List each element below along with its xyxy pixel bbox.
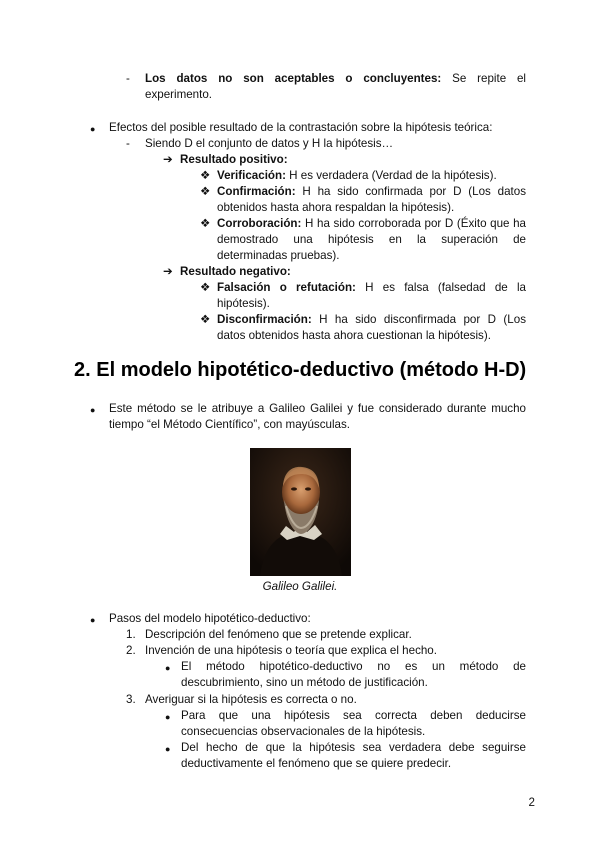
bullet-marker: ● <box>90 405 96 415</box>
page-number: 2 <box>528 796 535 809</box>
falsation-text: H es falsa (falsedad de la hipótesis). <box>217 281 526 311</box>
step-number: 2. <box>126 644 136 657</box>
galileo-portrait <box>250 448 351 576</box>
effects-text: Efectos del posible resultado de la contrastación sobre la hipótesis teórica: <box>109 121 493 134</box>
bullet-marker: ● <box>90 615 96 625</box>
disconfirmation-bold: Disconfirmación: <box>217 313 312 326</box>
falsation-bold: Falsación o refutación: <box>217 281 356 294</box>
verification-text: H es verdadera (Verdad de la hipótesis). <box>285 169 497 182</box>
bullet-marker: ● <box>165 663 171 673</box>
step2-note: El método hipotético-deductivo no es un método de descubrimiento, sino un método de justificación. <box>181 660 526 690</box>
verification-item <box>217 168 526 184</box>
top-item-bold: Los datos no son aceptables o concluyentes: <box>145 72 442 85</box>
corroboration-text: H ha sido corroborada por D (Éxito que ha demostrado una hipótesis en la superación de determinadas pruebas). <box>217 217 526 263</box>
bullet-marker: ● <box>90 124 96 134</box>
step-number: 1. <box>126 628 136 641</box>
confirmation-bold: Confirmación: <box>217 185 296 198</box>
falsation-item <box>217 280 526 312</box>
figure-caption: Galileo Galilei. <box>262 580 338 593</box>
steps-title: Pasos del modelo hipotético-deductivo: <box>109 612 311 625</box>
positive-label: Resultado positivo: <box>180 153 288 166</box>
arrow-icon: ➔ <box>163 153 173 166</box>
dash-marker: - <box>126 72 130 85</box>
bullet-marker: ● <box>165 744 171 754</box>
diamond-icon: ❖ <box>200 313 211 326</box>
disconfirmation-text: H ha sido disconfirmada por D (Los datos obtenidos hasta ahora cuestionan la hipótesis). <box>217 313 526 343</box>
step-text: Invención de una hipótesis o teoría que explica el hecho. <box>145 644 437 657</box>
diamond-icon: ❖ <box>200 217 211 230</box>
top-item-text <box>145 71 526 103</box>
verification-bold: Verificación: <box>217 169 286 182</box>
effects-sub-text: Siendo D el conjunto de datos y H la hipótesis… <box>145 137 394 150</box>
diamond-icon: ❖ <box>200 169 211 182</box>
intro-paragraph: Este método se le atribuye a Galileo Galilei y fue considerado durante mucho tiempo “el Método Científico”, con mayúsculas. <box>109 402 526 432</box>
step-number: 3. <box>126 693 136 706</box>
arrow-icon: ➔ <box>163 265 173 278</box>
section-heading: 2. El modelo hipotético-deductivo (método H-D) <box>74 359 527 381</box>
confirmation-text: H ha sido confirmada por D (Los datos obtenidos hasta ahora respaldan la hipótesis). <box>217 185 526 215</box>
dash-marker: - <box>126 137 130 150</box>
corroboration-bold: Corroboración: <box>217 217 302 230</box>
step-text: Descripción del fenómeno que se pretende explicar. <box>145 628 412 641</box>
step3-note: Del hecho de que la hipótesis sea verdadera debe seguirse deductivamente el fenómeno que se quiere predecir. <box>181 741 526 771</box>
disconfirmation-item <box>217 312 526 344</box>
step3-note: Para que una hipótesis sea correcta deben deducirse consecuencias observacionales de la hipótesis. <box>181 709 526 739</box>
top-item-rest: Se repite el experimento. <box>145 72 527 102</box>
negative-label: Resultado negativo: <box>180 265 291 278</box>
diamond-icon: ❖ <box>200 281 211 294</box>
bullet-marker: ● <box>165 712 171 722</box>
step-text: Averiguar si la hipótesis es correcta o no. <box>145 693 357 706</box>
confirmation-item <box>217 184 526 216</box>
corroboration-item <box>217 216 526 265</box>
portrait-image <box>250 448 351 576</box>
diamond-icon: ❖ <box>200 185 211 198</box>
